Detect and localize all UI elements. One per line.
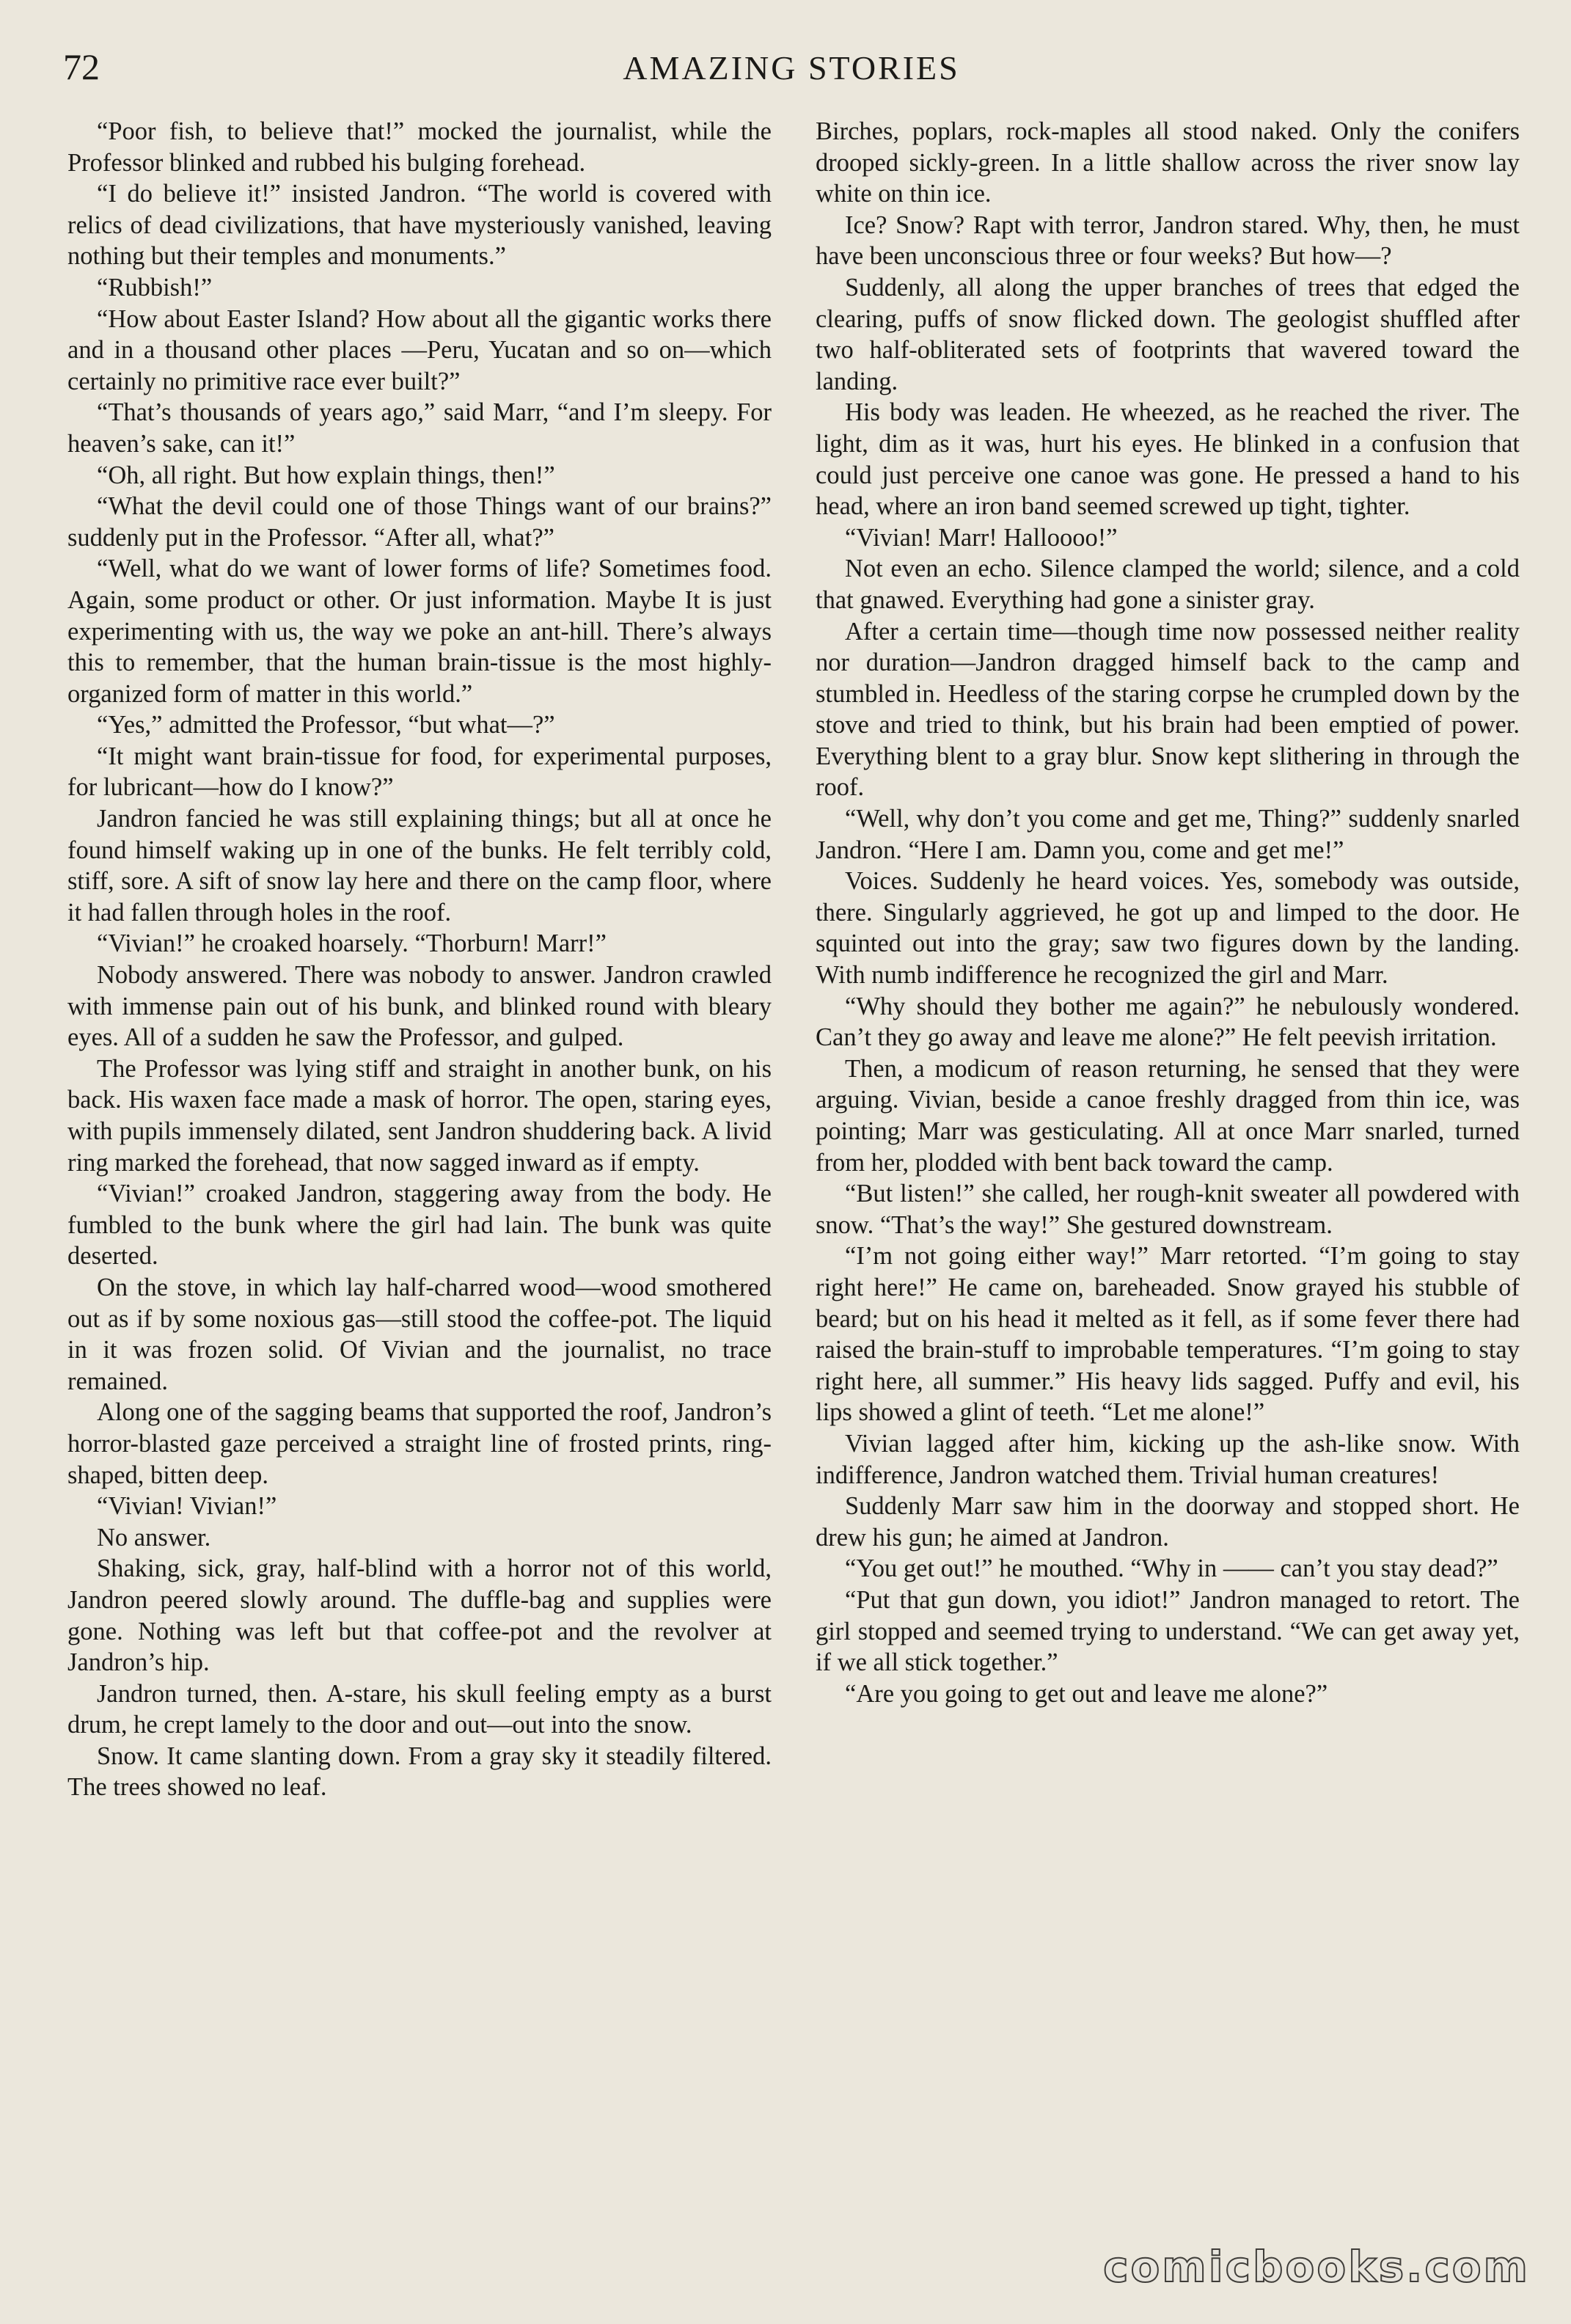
- paragraph: Vivian lagged after him, kicking up the ash-like snow. With indifference, Jandron watched them. Trivial human creatures!: [816, 1429, 1520, 1489]
- text-columns: [67, 116, 1520, 1803]
- paragraph: “It might want brain-tissue for food, for experimental purposes, for lubricant—how do I know?”: [67, 742, 772, 802]
- paragraph: “Poor fish, to believe that!” mocked the journalist, while the Professor blinked and rubbed his bulging forehead.: [67, 117, 772, 177]
- paragraph: Shaking, sick, gray, half-blind with a horror not of this world, Jandron peered slowly around. The duffle-bag and supplies were gone. Nothing was left but that coffee-pot and the revolver at Jandron’s hip.: [67, 1554, 772, 1677]
- paragraph: Jandron turned, then. A-stare, his skull feeling empty as a burst drum, he crept lamely to the door and out—out into the snow.: [67, 1679, 772, 1739]
- paragraph: Nobody answered. There was nobody to answer. Jandron crawled with immense pain out of his bunk, and blinked round with bleary eyes. All of a sudden he saw the Professor, and gulped.: [67, 961, 772, 1052]
- paragraph: Along one of the sagging beams that supported the roof, Jandron’s horror-blasted gaze perceived a straight line of frosted prints, ring-shaped, bitten deep.: [67, 1398, 772, 1489]
- paragraph: “How about Easter Island? How about all the gigantic works there and in a thousand other places —Peru, Yucatan and so on—which certainly no primitive race ever built?”: [67, 304, 772, 395]
- paragraph: His body was leaden. He wheezed, as he reached the river. The light, dim as it was, hurt his eyes. He blinked in a confusion that could just perceive one canoe was gone. He pressed a hand to his head, where an iron band seemed screwed up tight, tighter.: [816, 398, 1520, 521]
- paragraph: “That’s thousands of years ago,” said Marr, “and I’m sleepy. For heaven’s sake, can it!”: [67, 398, 772, 458]
- paragraph: “Well, why don’t you come and get me, Thing?” suddenly snarled Jandron. “Here I am. Damn you, come and get me!”: [816, 805, 1520, 864]
- paragraph: “Vivian!” croaked Jandron, staggering away from the body. He fumbled to the bunk where the girl had lain. The bunk was quite deserted.: [67, 1180, 772, 1271]
- page-number: 72: [63, 46, 100, 87]
- paragraph: Jandron fancied he was still explaining things; but all at once he found himself waking up in one of the bunks. He felt terribly cold, stiff, sore. A sift of snow lay here and there on the camp floor, where it had fallen through holes in the roof.: [67, 805, 772, 927]
- paragraph: “Are you going to get out and leave me alone?”: [845, 1679, 1328, 1708]
- paragraph: Then, a modicum of reason returning, he sensed that they were arguing. Vivian, beside a canoe freshly dragged from thin ice, was pointing; Marr was gesticulating. All at once Marr snarled, turned from her, plodded with bent back toward the camp.: [816, 1054, 1520, 1177]
- paragraph: On the stove, in which lay half-charred wood—wood smothered out as if by some noxious gas—still stood the coffee-pot. The liquid in it was frozen solid. Of Vivian and the journalist, no trace remained.: [67, 1273, 772, 1395]
- paragraph: “Vivian! Vivian!”: [97, 1492, 277, 1521]
- paragraph: No answer.: [97, 1523, 211, 1552]
- paragraph: “Put that gun down, you idiot!” Jandron managed to retort. The girl stopped and seemed trying to understand. “We can get away yet, if we all stick together.”: [816, 1585, 1520, 1677]
- paragraph: Suddenly Marr saw him in the doorway and stopped short. He drew his gun; he aimed at Jandron.: [816, 1492, 1520, 1552]
- paragraph: “What the devil could one of those Things want of our brains?” suddenly put in the Professor. “After all, what?”: [67, 492, 772, 552]
- paragraph: The Professor was lying stiff and straight in another bunk, on his back. His waxen face made a mask of horror. The open, staring eyes, with pupils immensely dilated, sent Jandron shuddering back. A livid ring marked the forehead, that now sagged inward as if empty.: [67, 1054, 772, 1177]
- paragraph: “Vivian!” he croaked hoarsely. “Thorburn! Marr!”: [97, 929, 607, 958]
- left-column: [67, 116, 772, 1803]
- paragraph: “You get out!” he mouthed. “Why in —— can’t you stay dead?”: [845, 1554, 1498, 1583]
- paragraph: “I do believe it!” insisted Jandron. “The world is covered with relics of dead civilizations, that have mysteriously vanished, leaving nothing but their temples and monuments.”: [67, 180, 772, 271]
- paragraph: Voices. Suddenly he heard voices. Yes, somebody was outside, there. Singularly aggrieved, he got up and limped to the door. He squinted out into the gray; saw two figures down by the landing. With numb indifference he recognized the girl and Marr.: [816, 867, 1520, 990]
- running-title: AMAZING STORIES: [623, 49, 960, 87]
- paragraph: Ice? Snow? Rapt with terror, Jandron stared. Why, then, he must have been unconscious three or four weeks? But how—?: [816, 211, 1520, 271]
- paragraph: “I’m not going either way!” Marr retorted. “I’m going to stay right here!” He came on, bareheaded. Snow grayed his stubble of beard; but on his head it melted as it fell, as if some fever there had raised the brain-stuff to improbable temperatures. “I’m going to stay right here, all summer.” His heavy lids sagged. Puffy and evil, his lips showed a glint of teeth. “Let me alone!”: [816, 1242, 1520, 1427]
- paragraph: Birches, poplars, rock-maples all stood naked. Only the conifers drooped sickly-green. In a little shallow across the river snow lay white on thin ice.: [816, 117, 1520, 208]
- right-column: [816, 116, 1520, 1803]
- paragraph: “Why should they bother me again?” he nebulously wondered. Can’t they go away and leave me alone?” He felt peevish irritation.: [816, 992, 1520, 1052]
- paragraph: After a certain time—though time now possessed neither reality nor duration—Jandron dragged himself back to the camp and stumbled in. Heedless of the staring corpse he crumpled down by the stove and tried to think, but his brain had been emptied of power. Everything blent to a gray blur. Snow kept slithering in through the roof.: [816, 617, 1520, 802]
- paragraph: “Yes,” admitted the Professor, “but what—?”: [97, 711, 555, 739]
- paragraph: Not even an echo. Silence clamped the world; silence, and a cold that gnawed. Everything had gone a sinister gray.: [816, 555, 1520, 614]
- paragraph: “Rubbish!”: [97, 273, 213, 302]
- paragraph: “Well, what do we want of lower forms of life? Sometimes food. Again, some product or other. Or just information. Maybe It is just experimenting with us, the way we poke an ant-hill. There’s always this to remember, that the human brain-tissue is the most highly-organized form of matter in this world.”: [67, 555, 772, 708]
- site-watermark: comicbooks.com: [1103, 2242, 1530, 2292]
- paragraph: Snow. It came slanting down. From a gray sky it steadily filtered. The trees showed no leaf.: [67, 1742, 772, 1802]
- page-header: [63, 48, 1520, 116]
- paragraph: “Oh, all right. But how explain things, then!”: [97, 461, 555, 489]
- paragraph: Suddenly, all along the upper branches of trees that edged the clearing, puffs of snow flicked down. The geologist shuffled after two half-obliterated sets of footprints that wavered toward the landing.: [816, 273, 1520, 395]
- paragraph: “But listen!” she called, her rough-knit sweater all powdered with snow. “That’s the way!” She gestured downstream.: [816, 1180, 1520, 1239]
- paragraph: “Vivian! Marr! Halloooo!”: [845, 523, 1118, 552]
